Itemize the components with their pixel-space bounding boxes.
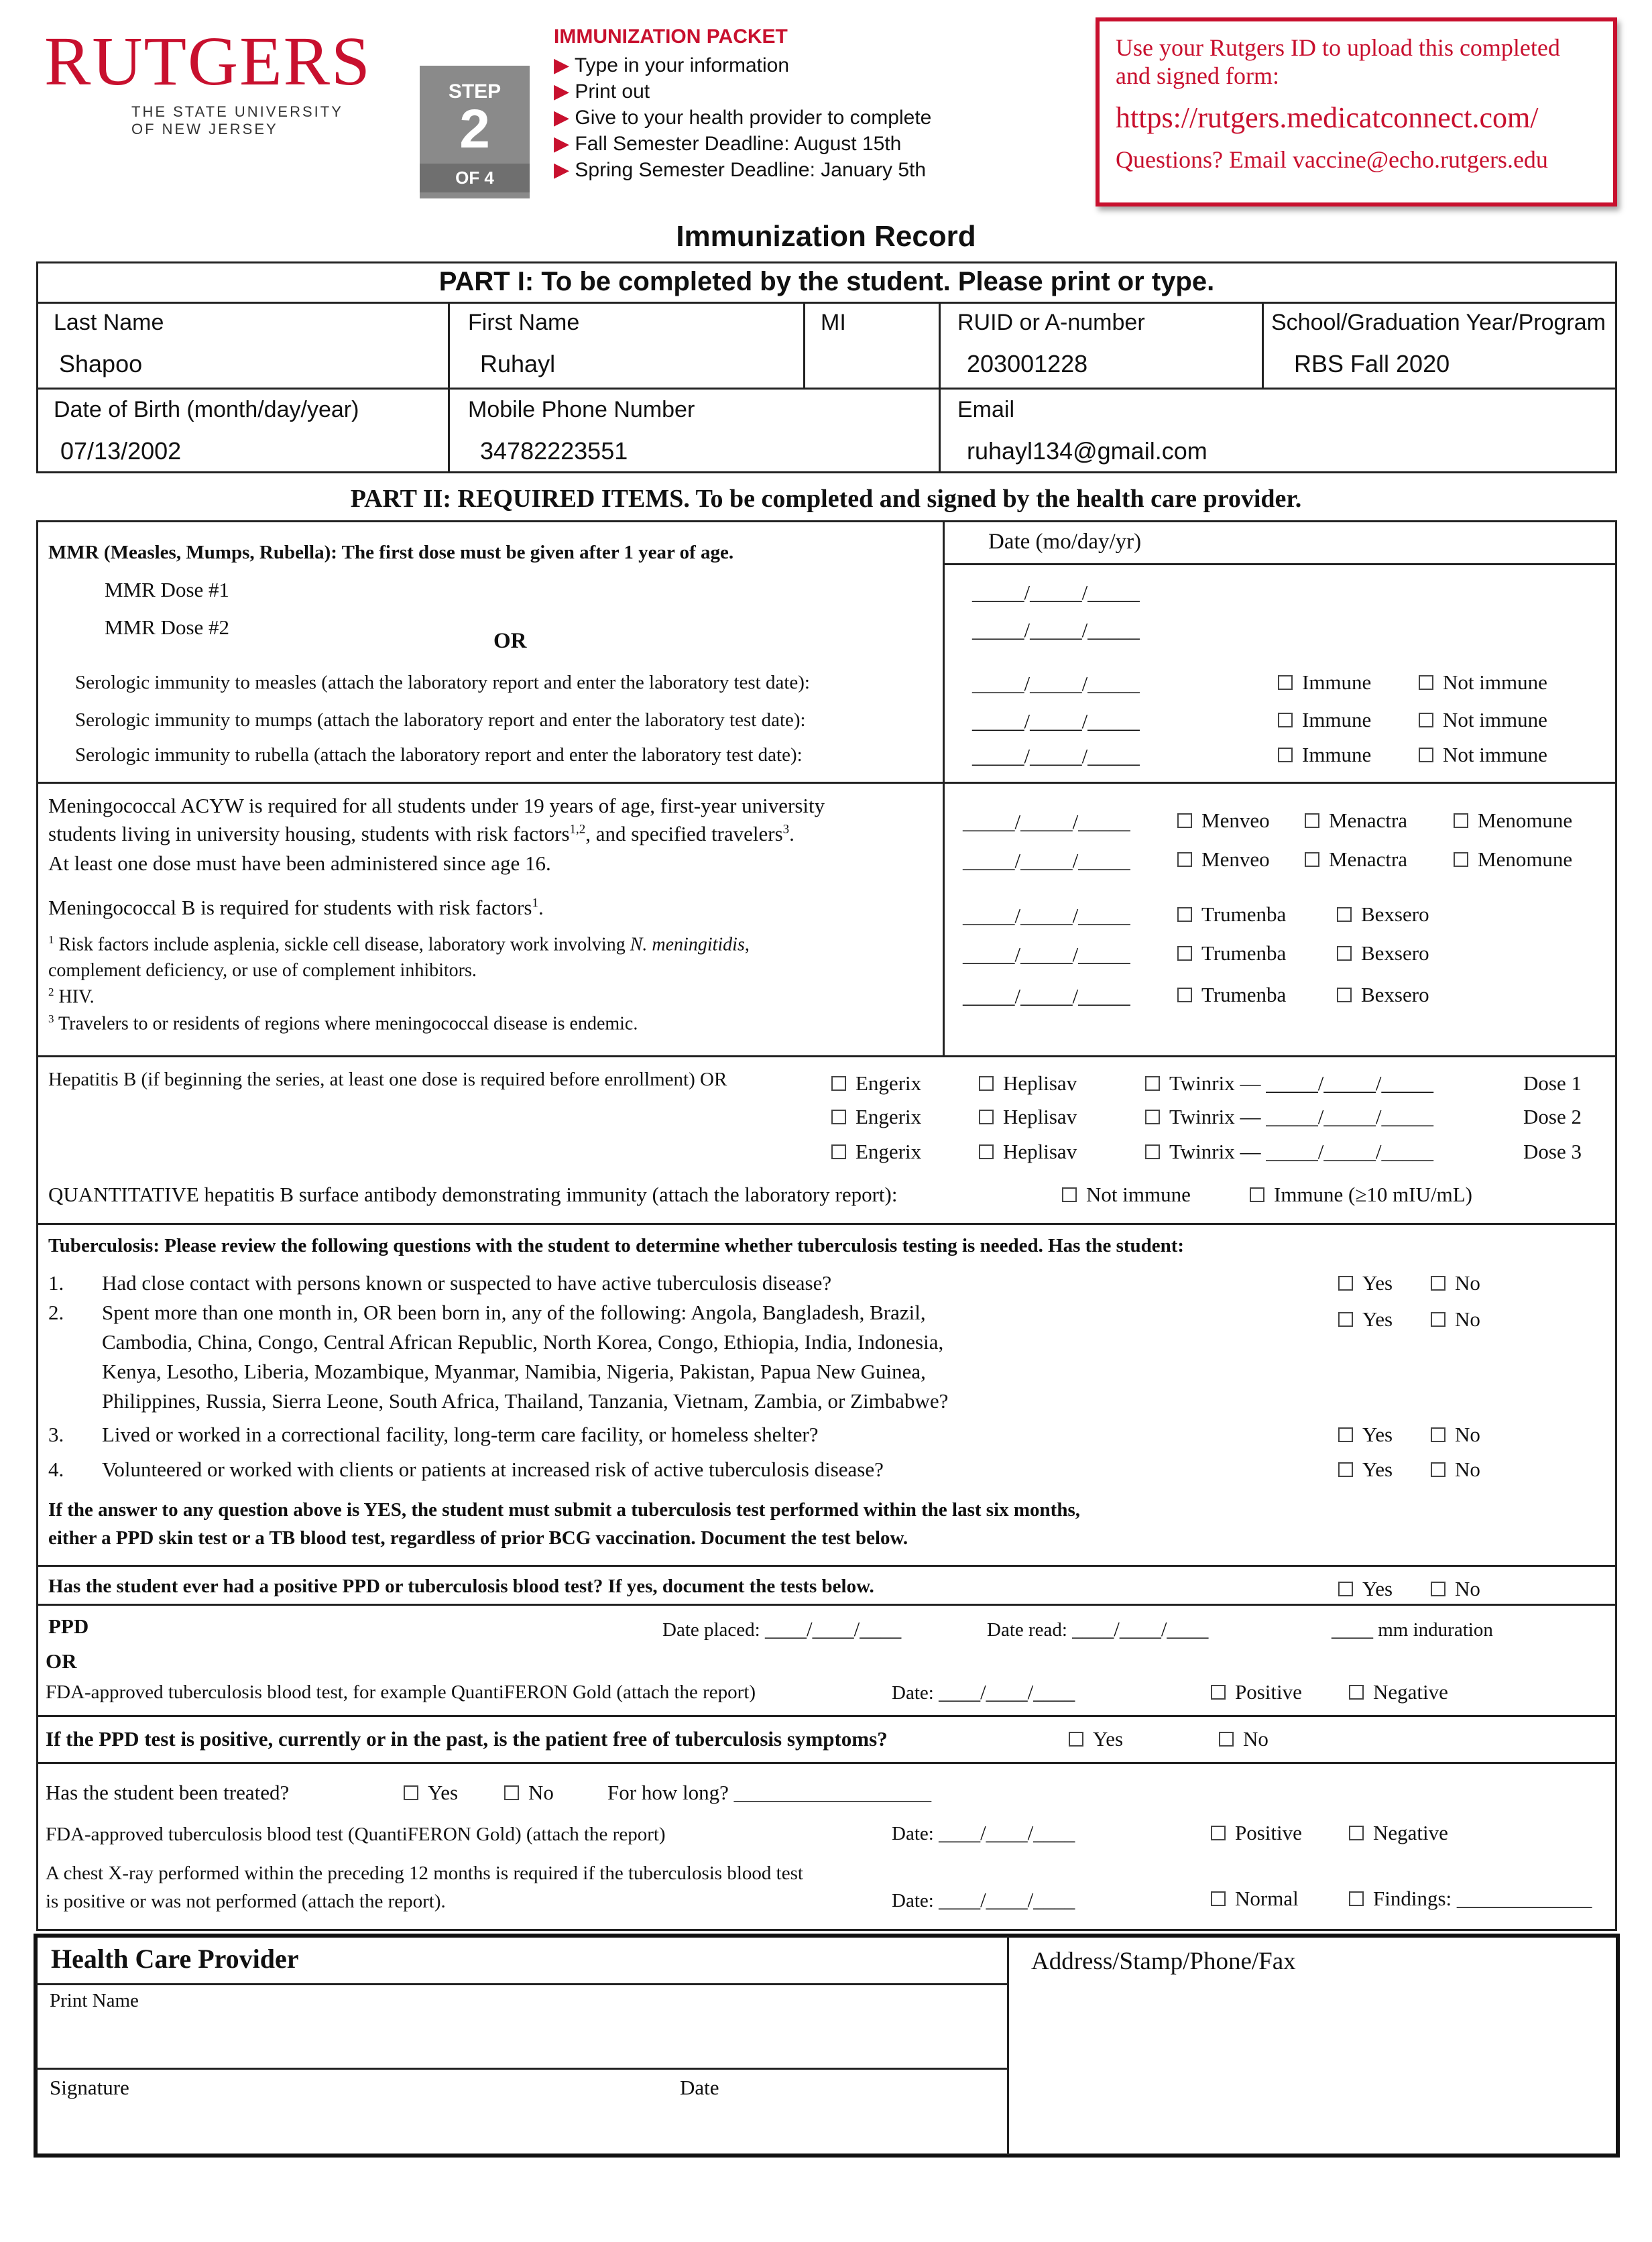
acyw2-menactra[interactable]: Menactra bbox=[1305, 847, 1407, 872]
ppd-or: OR bbox=[46, 1649, 77, 1673]
checkbox-icon bbox=[1349, 1685, 1364, 1700]
step-number: 2 bbox=[459, 99, 490, 160]
hepb1-twinrix[interactable]: Twinrix — _____/_____/_____ bbox=[1145, 1071, 1433, 1096]
mening-acyw-line3: At least one dose must have been administered since age 16. bbox=[48, 851, 551, 875]
tb-positive-question: Has the student ever had a positive PPD or tuberculosis blood test? If yes, document the tests below. bbox=[48, 1576, 874, 1597]
checkbox-icon bbox=[1337, 988, 1352, 1002]
ruid-field[interactable]: 203001228 bbox=[967, 350, 1088, 377]
checkbox-icon bbox=[1305, 852, 1319, 867]
first-name-field[interactable]: Ruhayl bbox=[480, 350, 556, 377]
tb-q3-num: 3. bbox=[48, 1423, 64, 1446]
sero-mumps-immune[interactable]: Immune bbox=[1278, 708, 1371, 732]
mi-field[interactable] bbox=[821, 350, 921, 377]
upload-questions: Questions? Email vaccine@echo.rutgers.edu bbox=[1116, 146, 1548, 173]
mi-label: MI bbox=[821, 310, 846, 335]
menb1-trumenba[interactable]: Trumenba bbox=[1177, 902, 1286, 927]
packet-info bbox=[554, 25, 983, 184]
email-label: Email bbox=[957, 397, 1015, 422]
arrow-right-icon: ▶ bbox=[554, 107, 575, 129]
upload-notice bbox=[1096, 17, 1617, 206]
acyw2-menomune[interactable]: Menomune bbox=[1454, 847, 1572, 872]
hepb2-twinrix[interactable]: Twinrix — _____/_____/_____ bbox=[1145, 1105, 1433, 1129]
dob-label: Date of Birth (month/day/year) bbox=[54, 397, 359, 422]
tb-title: Tuberculosis: Please review the following questions with the student to determine whether tuberculosis testing is needed. Has the student: bbox=[48, 1235, 1185, 1256]
sero-rubella-not-immune[interactable]: Not immune bbox=[1419, 743, 1547, 767]
hepb1-heplisav[interactable]: Heplisav bbox=[979, 1071, 1077, 1096]
hepb-not-immune[interactable]: Not immune bbox=[1062, 1183, 1191, 1207]
checkbox-icon bbox=[1177, 813, 1192, 828]
checkbox-icon bbox=[1337, 907, 1352, 922]
treated-question: Has the student been treated? bbox=[46, 1781, 290, 1804]
menb3-trumenba[interactable]: Trumenba bbox=[1177, 983, 1286, 1007]
mening-footnote-2: $^2$ HIV. bbox=[48, 986, 95, 1008]
ppd-symptoms-no[interactable]: No bbox=[1219, 1727, 1268, 1751]
hepb1-engerix[interactable]: Engerix bbox=[831, 1071, 921, 1096]
sero-rubella-date[interactable]: _____/_____/_____ bbox=[972, 744, 1140, 768]
fda-test2-label: FDA-approved tuberculosis blood test (QuantiFERON Gold) (attach the report) bbox=[46, 1824, 666, 1845]
packet-step-3: ▶ Give to your health provider to complete bbox=[554, 107, 932, 129]
xray-normal[interactable]: Normal bbox=[1211, 1887, 1299, 1911]
date-column-header: Date (mo/day/yr) bbox=[988, 530, 1142, 554]
tb-q1-num: 1. bbox=[48, 1271, 64, 1295]
hepb3-heplisav[interactable]: Heplisav bbox=[979, 1140, 1077, 1164]
checkbox-icon bbox=[1069, 1732, 1083, 1747]
packet-step-1: ▶ Type in your information bbox=[554, 54, 790, 76]
checkbox-icon bbox=[1211, 1685, 1226, 1700]
checkbox-icon bbox=[1419, 748, 1433, 762]
ppd-symptoms-yes[interactable]: Yes bbox=[1069, 1727, 1123, 1751]
upload-url-link[interactable]: https://rutgers.medicatconnect.com/ bbox=[1116, 101, 1539, 134]
menb-date-2[interactable]: _____/_____/_____ bbox=[963, 943, 1130, 966]
ruid-label: RUID or A-number bbox=[957, 310, 1145, 335]
checkbox-icon bbox=[831, 1144, 846, 1159]
checkbox-icon bbox=[1145, 1076, 1160, 1091]
tb-positive-no[interactable]: No bbox=[1431, 1577, 1480, 1601]
treated-how-long[interactable]: For how long? ___________________ bbox=[607, 1781, 932, 1804]
part1-heading: PART I: To be completed by the student. Please print or type. bbox=[438, 267, 1215, 296]
tb-positive-yes[interactable]: Yes bbox=[1338, 1577, 1393, 1601]
mmr-dose2-date[interactable]: _____/_____/_____ bbox=[972, 618, 1140, 642]
tb-q2-line4: Philippines, Russia, Sierra Leone, South Africa, Thailand, Tanzania, Vietnam, Zambia, or Zimbabwe? bbox=[102, 1389, 949, 1413]
hepb3-twinrix[interactable]: Twinrix — _____/_____/_____ bbox=[1145, 1140, 1433, 1164]
checkbox-icon bbox=[1250, 1187, 1264, 1202]
packet-step-4: ▶ Fall Semester Deadline: August 15th bbox=[554, 133, 902, 155]
ppd-positive-symptoms-question: If the PPD test is positive, currently or in the past, is the patient free of tuberculosis symptoms? bbox=[46, 1727, 888, 1751]
school-label: School/Graduation Year/Program bbox=[1271, 310, 1606, 335]
checkbox-icon bbox=[1062, 1187, 1077, 1202]
checkbox-icon bbox=[1177, 946, 1192, 961]
menb3-bexsero[interactable]: Bexsero bbox=[1337, 983, 1429, 1007]
menb-date-1[interactable]: _____/_____/_____ bbox=[963, 904, 1130, 927]
checkbox-icon bbox=[1454, 852, 1468, 867]
acyw1-menomune[interactable]: Menomune bbox=[1454, 809, 1572, 833]
signature-field[interactable]: Signature bbox=[50, 2076, 129, 2099]
school-field[interactable]: RBS Fall 2020 bbox=[1294, 350, 1450, 377]
tb-q2-yes[interactable]: Yes bbox=[1338, 1307, 1393, 1332]
fda-test-label: FDA-approved tuberculosis blood test, for example QuantiFERON Gold (attach the report) bbox=[46, 1682, 756, 1703]
first-name-label: First Name bbox=[468, 310, 580, 335]
packet-title: IMMUNIZATION PACKET bbox=[554, 25, 788, 48]
arrow-right-icon: ▶ bbox=[554, 133, 575, 155]
checkbox-icon bbox=[1419, 713, 1433, 727]
sero-measles-date[interactable]: _____/_____/_____ bbox=[972, 672, 1140, 695]
checkbox-icon bbox=[1419, 675, 1433, 690]
provider-title: Health Care Provider bbox=[51, 1944, 299, 1974]
menb-date-3[interactable]: _____/_____/_____ bbox=[963, 984, 1130, 1008]
tb-q4-yes[interactable]: Yes bbox=[1338, 1458, 1393, 1482]
checkbox-icon bbox=[1278, 748, 1293, 762]
mmr-dose1-label: MMR Dose #1 bbox=[105, 578, 230, 601]
acyw-date-1[interactable]: _____/_____/_____ bbox=[963, 810, 1130, 833]
fda-test-negative[interactable]: Negative bbox=[1349, 1680, 1448, 1704]
checkbox-icon bbox=[1211, 1891, 1226, 1906]
hepb-title: Hepatitis B (if beginning the series, at least one dose is required before enrollment) OR bbox=[48, 1069, 727, 1090]
sero-measles-immune[interactable]: Immune bbox=[1278, 670, 1371, 695]
hepb2-heplisav[interactable]: Heplisav bbox=[979, 1105, 1077, 1129]
logo-subtitle-2: OF NEW JERSEY bbox=[131, 121, 278, 137]
hepb-immune[interactable]: Immune (≥10 mIU/mL) bbox=[1250, 1183, 1472, 1207]
rutgers-logo bbox=[44, 23, 371, 138]
checkbox-icon bbox=[1177, 852, 1192, 867]
part2-table bbox=[36, 520, 1617, 1931]
step-badge bbox=[420, 66, 530, 198]
fda-test-positive[interactable]: Positive bbox=[1211, 1680, 1302, 1704]
checkbox-icon bbox=[979, 1076, 994, 1091]
sero-mumps-label: Serologic immunity to mumps (attach the laboratory report and enter the laboratory test date): bbox=[75, 709, 806, 731]
packet-step-5: ▶ Spring Semester Deadline: January 5th bbox=[554, 159, 927, 181]
checkbox-icon bbox=[1431, 1582, 1446, 1596]
checkbox-icon bbox=[1145, 1144, 1160, 1159]
hepb2-engerix[interactable]: Engerix bbox=[831, 1105, 921, 1129]
checkbox-icon bbox=[1338, 1462, 1353, 1477]
checkbox-icon bbox=[1431, 1427, 1446, 1442]
step-label: STEP bbox=[448, 80, 501, 103]
sero-measles-not-immune[interactable]: Not immune bbox=[1419, 670, 1547, 695]
mening-footnote-3: $^3$ Travelers to or residents of regions where meningococcal disease is endemic. bbox=[48, 1012, 638, 1035]
checkbox-icon bbox=[1338, 1582, 1353, 1596]
fda-test-date[interactable]: Date: ____/____/____ bbox=[892, 1680, 1075, 1704]
ppd-induration[interactable]: ____ mm induration bbox=[1332, 1617, 1493, 1641]
ppd-label: PPD bbox=[48, 1614, 89, 1638]
sero-mumps-date[interactable]: _____/_____/_____ bbox=[972, 709, 1140, 733]
checkbox-icon bbox=[1305, 813, 1319, 828]
tb-q3-text: Lived or worked in a correctional facility, long-term care facility, or homeless shelter? bbox=[102, 1423, 819, 1446]
checkbox-icon bbox=[1177, 907, 1192, 922]
checkbox-icon bbox=[504, 1785, 519, 1800]
mening-footnote-1b: complement deficiency, or use of complement inhibitors. bbox=[48, 960, 477, 981]
tb-q3-yes[interactable]: Yes bbox=[1338, 1423, 1393, 1447]
mening-footnote-1: $^1$ Risk factors include asplenia, sickle cell disease, laboratory work involving N. meningitidis, bbox=[48, 933, 750, 955]
checkbox-icon bbox=[1431, 1276, 1446, 1291]
arrow-right-icon: ▶ bbox=[554, 159, 575, 181]
print-name-field[interactable]: Print Name bbox=[50, 1990, 139, 2011]
menb1-bexsero[interactable]: Bexsero bbox=[1337, 902, 1429, 927]
sero-mumps-not-immune[interactable]: Not immune bbox=[1419, 708, 1547, 732]
logo-subtitle-1: THE STATE UNIVERSITY bbox=[131, 103, 343, 120]
hepb3-engerix[interactable]: Engerix bbox=[831, 1140, 921, 1164]
phone-field[interactable]: 34782223551 bbox=[480, 437, 628, 465]
mmr-or: OR bbox=[493, 629, 527, 653]
checkbox-icon bbox=[1454, 813, 1468, 828]
mmr-dose1-date[interactable]: _____/_____/_____ bbox=[972, 581, 1140, 604]
checkbox-icon bbox=[1338, 1312, 1353, 1327]
checkbox-icon bbox=[979, 1144, 994, 1159]
sero-rubella-immune[interactable]: Immune bbox=[1278, 743, 1371, 767]
tb-q2-no[interactable]: No bbox=[1431, 1307, 1480, 1332]
acyw-date-2[interactable]: _____/_____/_____ bbox=[963, 849, 1130, 872]
tb-q4-num: 4. bbox=[48, 1458, 64, 1481]
checkbox-icon bbox=[1431, 1312, 1446, 1327]
tb-q4-text: Volunteered or worked with clients or patients at increased risk of active tuberculosis disease? bbox=[102, 1458, 884, 1481]
phone-label: Mobile Phone Number bbox=[468, 397, 695, 422]
checkbox-icon bbox=[1338, 1276, 1353, 1291]
sero-measles-label: Serologic immunity to measles (attach the laboratory report and enter the laboratory test date): bbox=[75, 672, 810, 693]
fda-test2-negative[interactable]: Negative bbox=[1349, 1821, 1448, 1845]
tb-q1-yes[interactable]: Yes bbox=[1338, 1271, 1393, 1295]
checkbox-icon bbox=[831, 1110, 846, 1124]
checkbox-icon bbox=[1219, 1732, 1234, 1747]
tb-q4-no[interactable]: No bbox=[1431, 1458, 1480, 1482]
checkbox-icon bbox=[1211, 1826, 1226, 1840]
checkbox-icon bbox=[404, 1785, 418, 1800]
upload-line-2: and signed form: bbox=[1116, 62, 1279, 89]
menb2-trumenba[interactable]: Trumenba bbox=[1177, 941, 1286, 965]
tb-q2-num: 2. bbox=[48, 1301, 64, 1324]
xray-findings[interactable]: Findings: _____________ bbox=[1349, 1887, 1592, 1911]
checkbox-icon bbox=[979, 1110, 994, 1124]
mening-acyw-line2: students living in university housing, students with risk factors$^{1,2}$, and specified travelers$^3$. bbox=[48, 822, 794, 845]
acyw1-menactra[interactable]: Menactra bbox=[1305, 809, 1407, 833]
logo-wordmark: RUTGERS bbox=[44, 23, 371, 100]
tb-q3-no[interactable]: No bbox=[1431, 1423, 1480, 1447]
hepb-quant-label: QUANTITATIVE hepatitis B surface antibody demonstrating immunity (attach the laboratory report): bbox=[48, 1183, 898, 1206]
dob-field[interactable]: 07/13/2002 bbox=[60, 437, 182, 465]
treated-yes[interactable]: Yes bbox=[404, 1781, 458, 1805]
mmr-title: MMR (Measles, Mumps, Rubella): The first dose must be given after 1 year of age. bbox=[48, 542, 734, 563]
acyw2-menveo[interactable]: Menveo bbox=[1177, 847, 1270, 872]
checkbox-icon bbox=[1338, 1427, 1353, 1442]
hepb-dose2-label: Dose 2 bbox=[1523, 1105, 1582, 1128]
checkbox-icon bbox=[1278, 713, 1293, 727]
checkbox-icon bbox=[1337, 946, 1352, 961]
step-of: OF 4 bbox=[420, 164, 530, 192]
checkbox-icon bbox=[831, 1076, 846, 1091]
mmr-dose2-label: MMR Dose #2 bbox=[105, 615, 230, 639]
checkbox-icon bbox=[1145, 1110, 1160, 1124]
arrow-right-icon: ▶ bbox=[554, 54, 575, 76]
treated-no[interactable]: No bbox=[504, 1781, 554, 1805]
mening-b-line: Meningococcal B is required for students with risk factors$^1$. bbox=[48, 896, 544, 919]
provider-date-field[interactable]: Date bbox=[680, 2076, 719, 2099]
last-name-field[interactable]: Shapoo bbox=[59, 350, 143, 377]
checkbox-icon bbox=[1349, 1891, 1364, 1906]
xray-line1: A chest X-ray performed within the preceding 12 months is required if the tuberculosis blood test bbox=[46, 1863, 803, 1884]
tb-q2-line2: Cambodia, China, Congo, Central African Republic, North Korea, Congo, Ethiopia, India, Indonesia, bbox=[102, 1330, 944, 1354]
checkbox-icon bbox=[1278, 675, 1293, 690]
sero-rubella-label: Serologic immunity to rubella (attach the laboratory report and enter the laboratory test date): bbox=[75, 744, 803, 766]
tb-note-line2: either a PPD skin test or a TB blood test, regardless of prior BCG vaccination. Document the test below. bbox=[48, 1527, 908, 1549]
page-title: Immunization Record bbox=[676, 220, 976, 253]
mening-acyw-line1: Meningococcal ACYW is required for all students under 19 years of age, first-year university bbox=[48, 794, 825, 817]
address-stamp-field[interactable]: Address/Stamp/Phone/Fax bbox=[1031, 1948, 1296, 1975]
acyw1-menveo[interactable]: Menveo bbox=[1177, 809, 1270, 833]
ppd-date-placed[interactable]: Date placed: ____/____/____ bbox=[662, 1617, 902, 1641]
last-name-label: Last Name bbox=[54, 310, 164, 335]
fda-test2-date[interactable]: Date: ____/____/____ bbox=[892, 1821, 1075, 1844]
tb-q1-no[interactable]: No bbox=[1431, 1271, 1480, 1295]
email-field[interactable]: ruhayl134@gmail.com bbox=[967, 437, 1207, 465]
menb2-bexsero[interactable]: Bexsero bbox=[1337, 941, 1429, 965]
arrow-right-icon: ▶ bbox=[554, 80, 575, 103]
checkbox-icon bbox=[1431, 1462, 1446, 1477]
hepb-dose1-label: Dose 1 bbox=[1523, 1071, 1582, 1095]
tb-q1-text: Had close contact with persons known or suspected to have active tuberculosis disease? bbox=[102, 1271, 832, 1295]
tb-q2-line3: Kenya, Lesotho, Liberia, Mozambique, Myanmar, Namibia, Nigeria, Pakistan, Papua New Guinea, bbox=[102, 1360, 926, 1383]
xray-line2: is positive or was not performed (attach the report). bbox=[46, 1891, 446, 1912]
ppd-date-read[interactable]: Date read: ____/____/____ bbox=[987, 1617, 1209, 1641]
hepb-dose3-label: Dose 3 bbox=[1523, 1140, 1582, 1163]
checkbox-icon bbox=[1177, 988, 1192, 1002]
tb-q2-line1: Spent more than one month in, OR been born in, any of the following: Angola, Bangladesh, Brazil, bbox=[102, 1301, 926, 1324]
checkbox-icon bbox=[1349, 1826, 1364, 1840]
fda-test2-positive[interactable]: Positive bbox=[1211, 1821, 1302, 1845]
tb-note-line1: If the answer to any question above is YES, the student must submit a tuberculosis test performed within the last six months, bbox=[48, 1499, 1080, 1521]
upload-line-1: Use your Rutgers ID to upload this completed bbox=[1116, 34, 1560, 61]
packet-step-2: ▶ Print out bbox=[554, 80, 650, 103]
part2-heading: PART II: REQUIRED ITEMS. To be completed and signed by the health care provider. bbox=[350, 485, 1302, 513]
xray-date[interactable]: Date: ____/____/____ bbox=[892, 1888, 1075, 1911]
